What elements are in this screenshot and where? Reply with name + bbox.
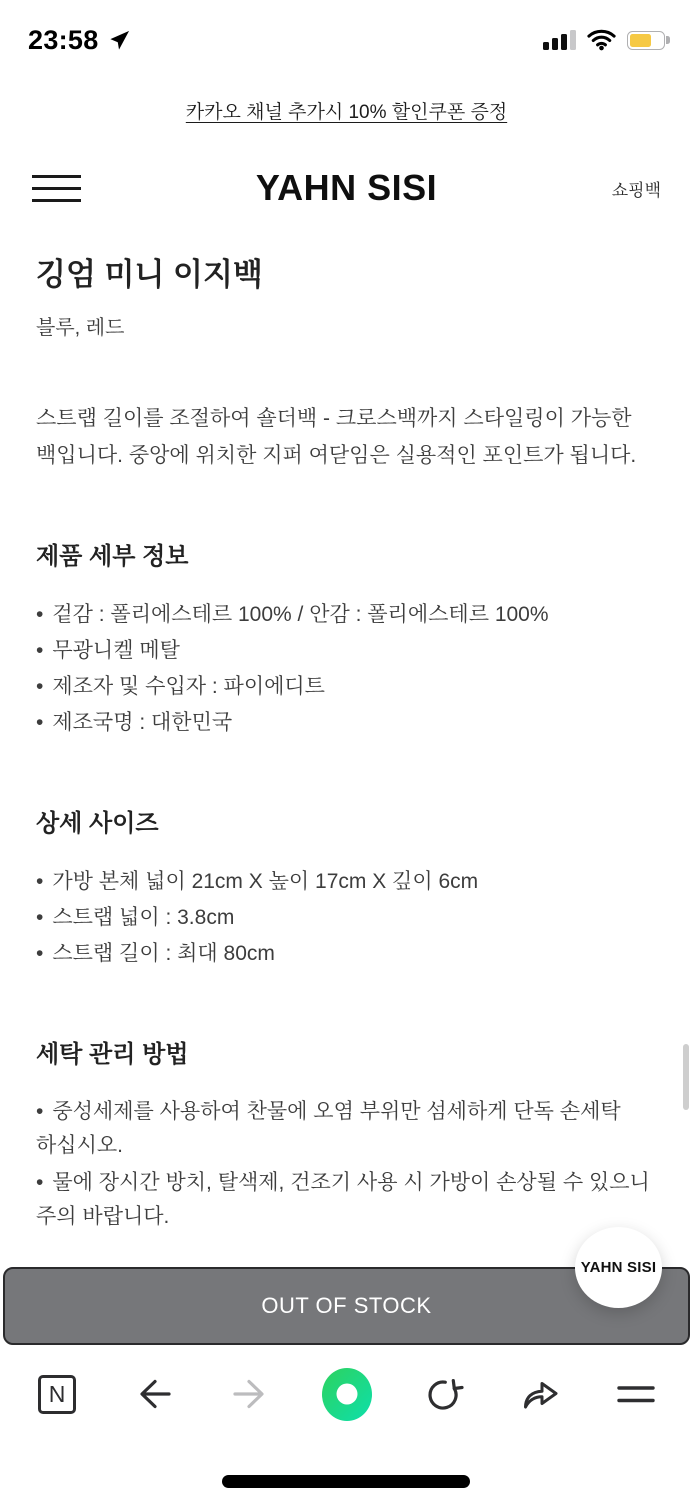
size-list <box>36 864 657 972</box>
browser-toolbar <box>0 1352 693 1436</box>
battery-icon <box>627 31 665 50</box>
list-item: • 물에 장시간 방치, 탈색제, 건조기 사용 시 가방이 손상될 수 있으니 주의 바랍니다. <box>36 1166 657 1234</box>
status-bar <box>0 0 693 64</box>
greendot-icon <box>322 1368 372 1421</box>
list-item: • 제조자 및 수입자 : 파이에디트 <box>36 669 657 705</box>
product-colors: 블루, 레드 <box>36 317 125 339</box>
list-item: • 중성세제를 사용하여 찬물에 오염 부위만 섬세하게 단독 손세탁 하십시오. <box>36 1095 657 1163</box>
hamburger-menu-icon[interactable] <box>32 175 81 202</box>
wifi-icon <box>587 29 616 51</box>
scrollbar[interactable] <box>683 1044 689 1110</box>
refresh-icon <box>421 1372 465 1416</box>
product-description: 스트랩 길이를 조절하여 숄더백 - 크로스백까지 스타일링이 가능한 백입니다. 중앙에 위치한 지퍼 여닫임은 실용적인 포인트가 됩니다. <box>36 407 637 467</box>
shopping-bag-link[interactable]: 쇼핑백 <box>611 180 661 200</box>
share-icon <box>518 1372 562 1416</box>
status-bar-right <box>543 29 665 51</box>
list-item: • 무광니켈 메탈 <box>36 633 657 669</box>
naver-icon: N <box>38 1375 76 1414</box>
promo-banner <box>0 97 693 124</box>
clock: 23:58 <box>28 24 99 55</box>
location-arrow-icon <box>108 29 131 52</box>
list-item: • 제조국명 : 대한민국 <box>36 705 657 741</box>
product-title: 깅엄 미니 이지백 <box>36 257 263 292</box>
tabs-menu-button[interactable] <box>611 1369 661 1419</box>
refresh-button[interactable] <box>418 1369 468 1419</box>
back-arrow-icon <box>132 1372 176 1416</box>
forward-button[interactable] <box>225 1369 275 1419</box>
brand-floating-button[interactable]: YAHN SISI <box>575 1227 662 1308</box>
greendot-button[interactable] <box>322 1369 372 1419</box>
status-bar-left <box>28 25 131 56</box>
list-item: • 스트랩 길이 : 최대 80cm <box>36 936 657 972</box>
list-item: • 겉감 : 폴리에스테르 100% / 안감 : 폴리에스테르 100% <box>36 597 657 633</box>
section-heading-care: 세탁 관리 방법 <box>36 1041 189 1068</box>
kakao-coupon-link[interactable]: 카카오 채널 추가시 10% 할인쿠폰 증정 <box>185 102 508 123</box>
cellular-signal-icon <box>543 30 576 50</box>
section-heading-product-info: 제품 세부 정보 <box>36 543 189 570</box>
naver-home-button[interactable] <box>32 1369 82 1419</box>
out-of-stock-button[interactable]: OUT OF STOCK <box>3 1267 690 1345</box>
product-info-list <box>36 597 657 741</box>
care-list <box>36 1095 657 1234</box>
product-detail <box>36 240 657 1234</box>
share-button[interactable] <box>515 1369 565 1419</box>
list-item: • 가방 본체 넓이 21cm X 높이 17cm X 깊이 6cm <box>36 864 657 900</box>
section-heading-size: 상세 사이즈 <box>36 810 159 837</box>
forward-arrow-icon <box>228 1372 272 1416</box>
site-header <box>0 156 693 220</box>
tabs-menu-icon <box>614 1372 658 1416</box>
home-indicator[interactable] <box>222 1475 470 1488</box>
back-button[interactable] <box>129 1369 179 1419</box>
list-item: • 스트랩 넓이 : 3.8cm <box>36 900 657 936</box>
brand-logo[interactable]: YAHN SISI <box>255 167 438 208</box>
